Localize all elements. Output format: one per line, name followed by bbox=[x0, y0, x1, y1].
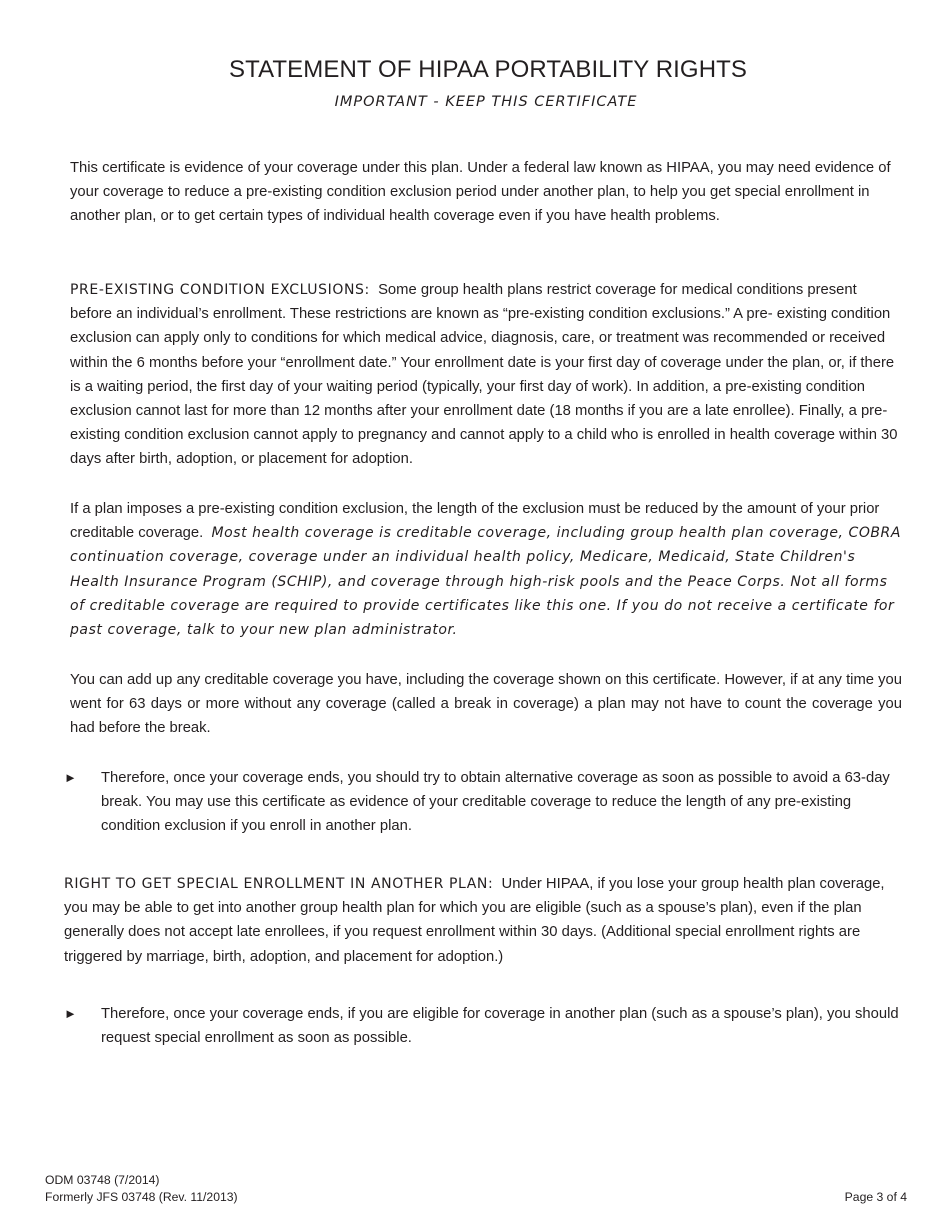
break-paragraph: You can add up any creditable coverage you have, including the coverage shown on this certificate. However, if at any time you went for 63 days or more without any coverage (called a break in coverage) a plan may not have to count the coverage you had before the break. bbox=[70, 672, 902, 737]
page-subtitle: IMPORTANT - KEEP THIS CERTIFICATE bbox=[334, 94, 638, 110]
preexisting-paragraph bbox=[70, 278, 902, 472]
intro-paragraph: This certificate is evidence of your coverage under this plan. Under a federal law known as HIPAA, you may need evidence of your coverage to reduce a pre-existing condition exclusion period under another plan, to help you get special enrollment in another plan, or to get certain types of individual health coverage even if you have health problems. bbox=[70, 160, 891, 225]
special-enrollment-paragraph bbox=[64, 872, 904, 969]
form-id: ODM 03748 (7/2014) bbox=[45, 1173, 160, 1187]
bullet-item-special-enrollment bbox=[64, 1002, 904, 1050]
bullet-text: Therefore, once your coverage ends, if you are eligible for coverage in another plan (such as a spouse’s plan), you should request special enrollment as soon as possible. bbox=[101, 1006, 899, 1047]
bullet-text: Therefore, once your coverage ends, you should try to obtain alternative coverage as soon as possible to avoid a 63-day break. You may use this certificate as evidence of your creditable coverage to reduce the length of any pre-existing condition exclusion if you enroll in another plan. bbox=[101, 770, 890, 835]
creditable-text: If a plan imposes a pre-existing condition exclusion, the length of the exclusion must be reduced by the amount of your prior creditable coverage. bbox=[70, 501, 880, 542]
special-enrollment-heading: RIGHT TO GET SPECIAL ENROLLMENT IN ANOTHER PLAN: bbox=[64, 876, 494, 892]
creditable-italic-text: Most health coverage is creditable coverage, including group health plan coverage, COBRA continuation coverage, coverage under an individual health policy, Medicare, Medicaid, State Children's Health Insurance Program (SCHIP), and coverage through high-risk pools and the Peace Corps. Not all forms of creditable coverage are required to provide certificates like this one. If you do not receive a certificate for past coverage, talk to your new plan administrator. bbox=[70, 525, 901, 639]
preexisting-body: Some group health plans restrict coverage for medical conditions present before an individual’s enrollment. These restrictions are known as “pre-existing condition exclusions.” A pre- existing condition exclusion can apply only to conditions for which medical advice, diagnosis, care, or treatment was recommended or received within the 6 months before your “enrollment date.” Your enrollment date is your first day of coverage under the plan, or, if there is a waiting period, the first day of your waiting period (typically, your first day of work). In addition, a pre-existing condition exclusion cannot last for more than 12 months after your enrollment date (18 months if you are a late enrollee). Finally, a pre-existing condition exclusion cannot apply to pregnancy and cannot apply to a child who is enrolled in health coverage within 30 days after birth, adoption, or placement for adoption. bbox=[70, 282, 898, 468]
preexisting-heading: PRE-EXISTING CONDITION EXCLUSIONS: bbox=[70, 282, 370, 298]
form-formerly: Formerly JFS 03748 (Rev. 11/2013) bbox=[45, 1190, 238, 1204]
creditable-paragraph bbox=[70, 497, 902, 642]
bullet-item-break bbox=[64, 766, 904, 839]
arrow-bullet-icon: ► bbox=[64, 1006, 77, 1021]
special-enrollment-body: Under HIPAA, if you lose your group health plan coverage, you may be able to get into another group health plan for which you are eligible (such as a spouse’s plan), even if the plan generally does not accept late enrollees, if you request enrollment within 30 days. (Additional special enrollment rights are triggered by marriage, birth, adoption, and placement for adoption.) bbox=[64, 876, 885, 965]
page-number: Page 3 of 4 bbox=[844, 1190, 907, 1204]
footer-form-info bbox=[45, 1172, 238, 1206]
page-title: STATEMENT OF HIPAA PORTABILITY RIGHTS bbox=[228, 56, 747, 83]
arrow-bullet-icon: ► bbox=[64, 770, 77, 785]
